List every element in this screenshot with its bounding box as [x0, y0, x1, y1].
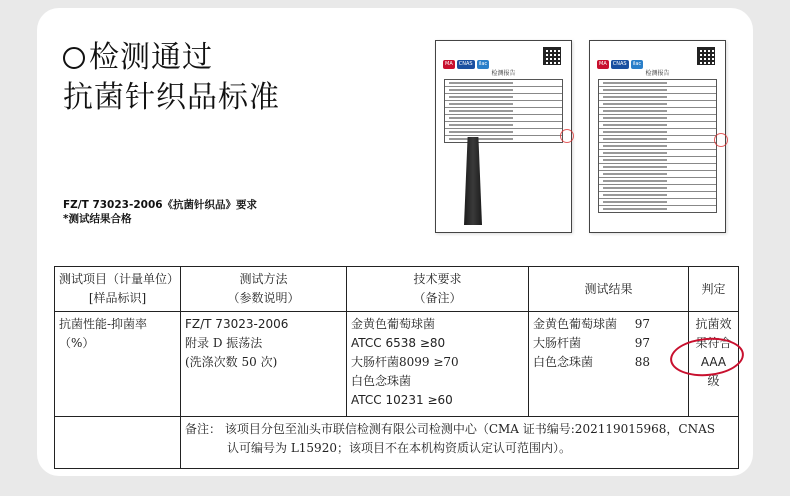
table-note-row — [55, 417, 739, 469]
standard-text: FZ/T 73023-2006《抗菌针织品》要求 — [63, 199, 258, 211]
header-requirement: 技术要求 （备注） — [347, 267, 529, 312]
table-header-row — [55, 267, 739, 312]
qr-code-icon — [543, 47, 561, 65]
cell-item: 抗菌性能-抑菌率 （%） — [55, 312, 181, 417]
cert-logos — [597, 50, 645, 69]
cell-requirement: 金黄色葡萄球菌 ATCC 6538 ≥80 大肠杆菌8099 ≥70 白色念珠菌 ATCC 10231 ≥60 — [347, 312, 529, 417]
report-title: 检测报告 — [645, 70, 670, 77]
result-entry: 大肠杆菌 97 — [533, 336, 650, 350]
test-report-image-2 — [589, 40, 726, 233]
headline-line-1: 检测通过 — [63, 38, 280, 78]
test-result-table — [54, 266, 739, 469]
ma-logo: MA — [599, 61, 607, 67]
ilac-logo: ilac — [478, 61, 488, 67]
cell-judgement: 抗菌效 果符合 AAA 级 — [689, 312, 739, 417]
circle-icon — [63, 47, 85, 69]
result-entry: 白色念珠菌 88 — [533, 355, 650, 369]
cnas-logo: CNAS — [458, 61, 473, 67]
rating-grade: AAA — [700, 355, 727, 369]
headline — [63, 38, 280, 118]
report-title: 检测报告 — [491, 70, 516, 77]
result-entry: 金黄色葡萄球菌 97 — [533, 317, 650, 331]
seal-stamp-icon — [560, 129, 574, 143]
header-method: 测试方法 （参数说明） — [181, 267, 347, 312]
report-form-grid — [598, 79, 717, 213]
cell-method: FZ/T 73023-2006 附录 D 振荡法 (洗涤次数 50 次) — [181, 312, 347, 417]
cell-results — [529, 312, 689, 417]
header-judgement: 判定 — [689, 267, 739, 312]
header-item: 测试项目（计量单位） [样品标识] — [55, 267, 181, 312]
test-report-image-1 — [435, 40, 572, 233]
cell-note-empty — [55, 417, 181, 469]
product-photo — [464, 137, 482, 225]
result-text: *测试结果合格 — [63, 213, 132, 225]
table-row — [55, 312, 739, 417]
ma-logo: MA — [445, 61, 453, 67]
cell-note: 备注： 该项目分包至汕头市联信检测有限公司检测中心（CMA 证书编号:202119015968，CNAS 认可编号为 L15920；该项目不在本机构资质认定认可范围内）。 — [181, 417, 739, 469]
standard-note — [63, 198, 257, 226]
report-form-grid — [444, 79, 563, 143]
seal-stamp-icon — [714, 133, 728, 147]
cert-logos — [443, 50, 491, 69]
cnas-logo: CNAS — [612, 61, 627, 67]
header-result: 测试结果 — [529, 267, 689, 312]
ilac-logo: ilac — [632, 61, 642, 67]
headline-line-2: 抗菌针织品标准 — [63, 80, 280, 115]
qr-code-icon — [697, 47, 715, 65]
